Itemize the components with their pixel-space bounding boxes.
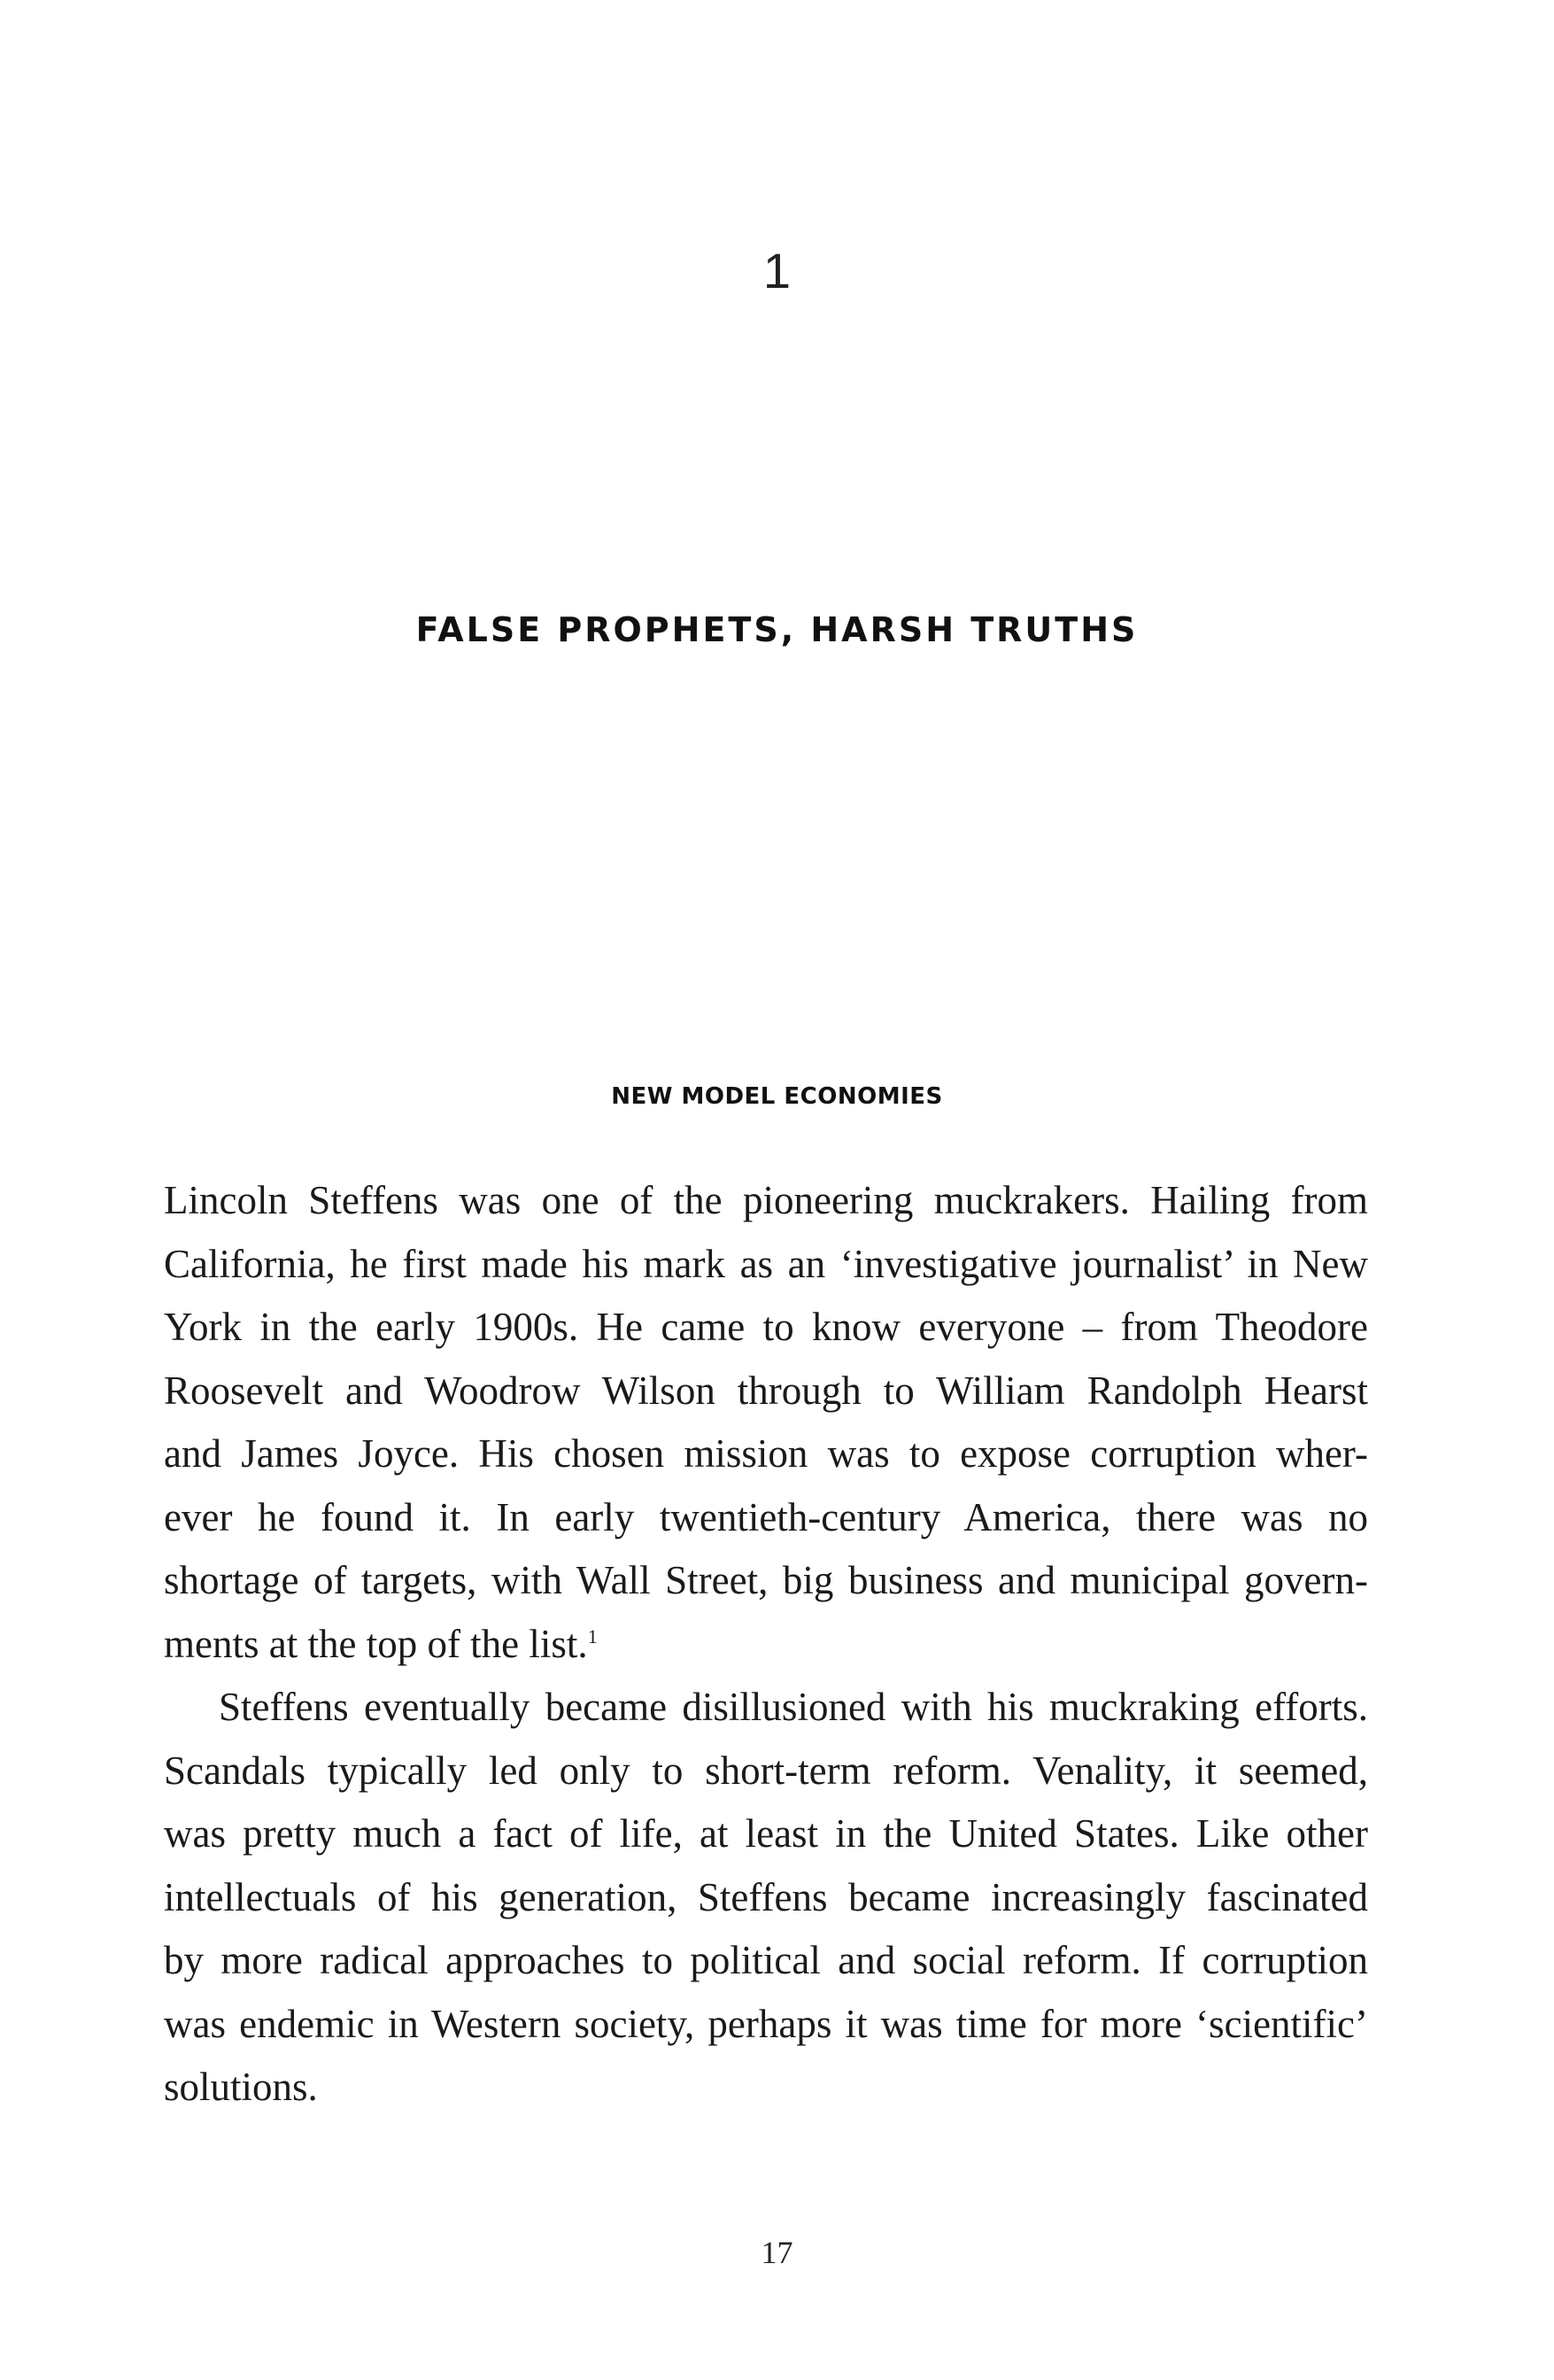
text-line: shortage of targets, with Wall Street, big business and municipal govern- [164, 1558, 1368, 1602]
text-line: Scandals typically led only to short-term reform. Venality, it seemed, [164, 1748, 1368, 1793]
chapter-number: 1 [762, 243, 792, 298]
text-line: California, he first made his mark as an ‘investigative journalist’ in New [164, 1241, 1368, 1286]
text-line: intellectuals of his generation, Steffens became increasingly fascinated [164, 1874, 1368, 1919]
text-line: by more radical approaches to political and social reform. If corruption [164, 1938, 1368, 1982]
paragraph-2 [164, 1676, 1368, 2120]
text-line: Steffens eventually became disillusioned with his muckraking efforts. [219, 1685, 1368, 1729]
text-line: ever he found it. In early twentieth-century America, there was no [164, 1494, 1368, 1539]
text-line-content: ments at the top of the list. [164, 1621, 588, 1666]
text-line: was endemic in Western society, perhaps it was time for more ‘scientific’ [164, 2001, 1368, 2046]
text-line: and James Joyce. His chosen mission was to expose corruption wher- [164, 1431, 1368, 1476]
text-line [164, 1613, 1368, 1677]
text-line: York in the early 1900s. He came to know everyone – from Theodore [164, 1305, 1368, 1349]
footnote-marker[interactable]: 1 [587, 1624, 598, 1647]
chapter-title: FALSE PROPHETS, HARSH TRUTHS [415, 610, 1139, 649]
page-number: 17 [761, 2235, 793, 2270]
section-heading: NEW MODEL ECONOMIES [611, 1083, 943, 1110]
text-line: solutions. [164, 2065, 318, 2109]
text-line: was pretty much a fact of life, at least in the United States. Like other [164, 1811, 1368, 1856]
text-line: Lincoln Steffens was one of the pioneering muckrakers. Hailing from [164, 1178, 1368, 1222]
body-text [164, 1169, 1368, 2120]
text-line: Roosevelt and Woodrow Wilson through to William Randolph Hearst [164, 1368, 1368, 1413]
paragraph-1 [164, 1169, 1368, 1676]
